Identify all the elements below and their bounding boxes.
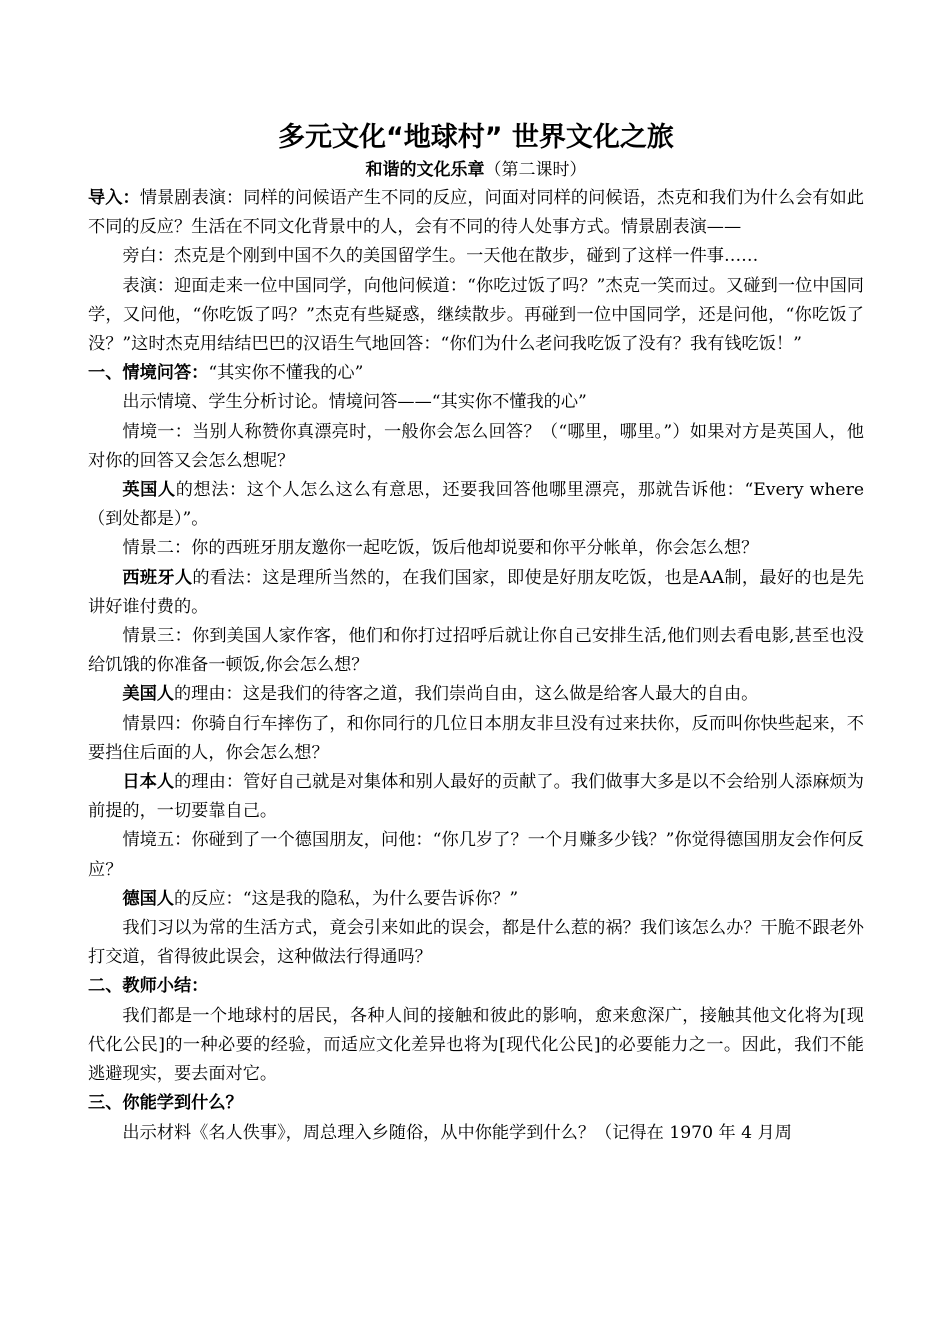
scenario-4: 情景四：你骑自行车摔伤了，和你同行的几位日本朋友非旦没有过来扶你，反而叫你快些起来，不要挡住后面的人，你会怎么想？ [88,713,864,763]
section2-heading: 二、教师小结： [88,976,209,997]
response-2-label: 西班牙人 [122,567,193,588]
response-3-label: 美国人 [122,684,174,705]
section1-heading-rest: “其实你不懂我的心” [208,363,364,384]
response-4-text: 的理由：管好自己就是对集体和别人最好的贡献了。我们做事大多是以不会给别人添麻烦为前提的，一切要靠自己。 [88,772,864,822]
response-1-label: 英国人 [122,480,176,501]
subtitle-note: （第二课时） [484,160,587,180]
document-subtitle [88,158,864,182]
intro-label: 导入： [88,188,140,208]
section1-closing: 我们习以为常的生活方式，竟会引来如此的误会，都是什么惹的祸？我们该怎么办？干脆不跟老外打交道，省得彼此误会，这种做法行得通吗？ [88,918,864,968]
section1-heading-bold: 一、情境问答： [88,363,209,384]
section3-heading: 三、你能学到什么？ [88,1093,243,1114]
response-3-text: 的理由：这是我们的待客之道，我们崇尚自由，这么做是给客人最大的自由。 [173,684,759,705]
narration-paragraph: 旁白：杰克是个刚到中国不久的美国留学生。一天他在散步，碰到了这样一件事…… [122,246,759,267]
section1-heading [88,359,864,388]
response-3 [88,680,864,709]
subtitle-main: 和谐的文化乐章 [365,160,485,180]
response-5-label: 德国人 [122,888,174,909]
response-5-text: 的反应：“这是我的隐私，为什么要告诉你？” [173,888,519,909]
document-title: 多元文化“地球村” 世界文化之旅 [278,122,674,153]
intro-text: 情景剧表演：同样的问候语产生不同的反应，问面对同样的问候语，杰克和我们为什么会有如此不同的反应？生活在不同文化背景中的人，会有不同的待人处事方式。情景剧表演—— [88,188,864,238]
section2-text: 我们都是一个地球村的居民，各种人间的接触和彼此的影响，愈来愈深广，接触其他文化将为[现代化公民]的一种必要的经验，而适应文化差异也将为[现代化公民]的必要能力之一。因此，我们不能逃避现实，要去面对它。 [88,1005,864,1085]
intro-paragraph [88,184,864,242]
response-4-label: 日本人 [122,772,175,793]
scenario-1: 情境一：当别人称赞你真漂亮时，一般你会怎么回答？（“哪里，哪里。”）如果对方是英国人，他对你的回答又会怎么想呢？ [88,421,864,471]
response-2 [88,564,864,622]
response-5 [88,885,864,914]
response-2-text: 的看法：这是理所当然的，在我们国家，即使是好朋友吃饭，也是AA制，最好的也是先讲好谁付费的。 [88,567,864,617]
section3-text: 出示材料《名人佚事》，周总理入乡随俗，从中你能学到什么？（记得在 1970 年 4 月周 [122,1122,792,1143]
response-1 [88,476,864,534]
response-4 [88,768,864,826]
scenario-3: 情景三：你到美国人家作客，他们和你打过招呼后就让你自己安排生活,他们则去看电影,甚至也没给饥饿的你准备一顿饭,你会怎么想？ [88,626,864,676]
scenario-5: 情境五：你碰到了一个德国朋友，问他：“你几岁了？一个月赚多少钱？”你觉得德国朋友会作何反应？ [88,830,864,880]
document-page [88,118,864,1148]
scenario-2: 情景二：你的西班牙朋友邀你一起吃饭，饭后他却说要和你平分帐单，你会怎么想？ [122,538,759,559]
section1-lead: 出示情境、学生分析讨论。情境问答——“其实你不懂我的心” [122,392,587,413]
response-1-text: 的想法：这个人怎么这么有意思，还要我回答他哪里漂亮，那就告诉他：“Every where（到处都是）”。 [88,480,864,530]
performance-paragraph: 表演：迎面走来一位中国同学，向他问候道：“你吃过饭了吗？”杰克一笑而过。又碰到一位中国同学，又问他，“你吃饭了吗？”杰克有些疑惑，继续散步。再碰到一位中国同学，还是问他，“你吃饭了没？”这时杰克用结结巴巴的汉语生气地回答：“你们为什么老问我吃饭了没有？我有钱吃饭！” [88,275,864,355]
